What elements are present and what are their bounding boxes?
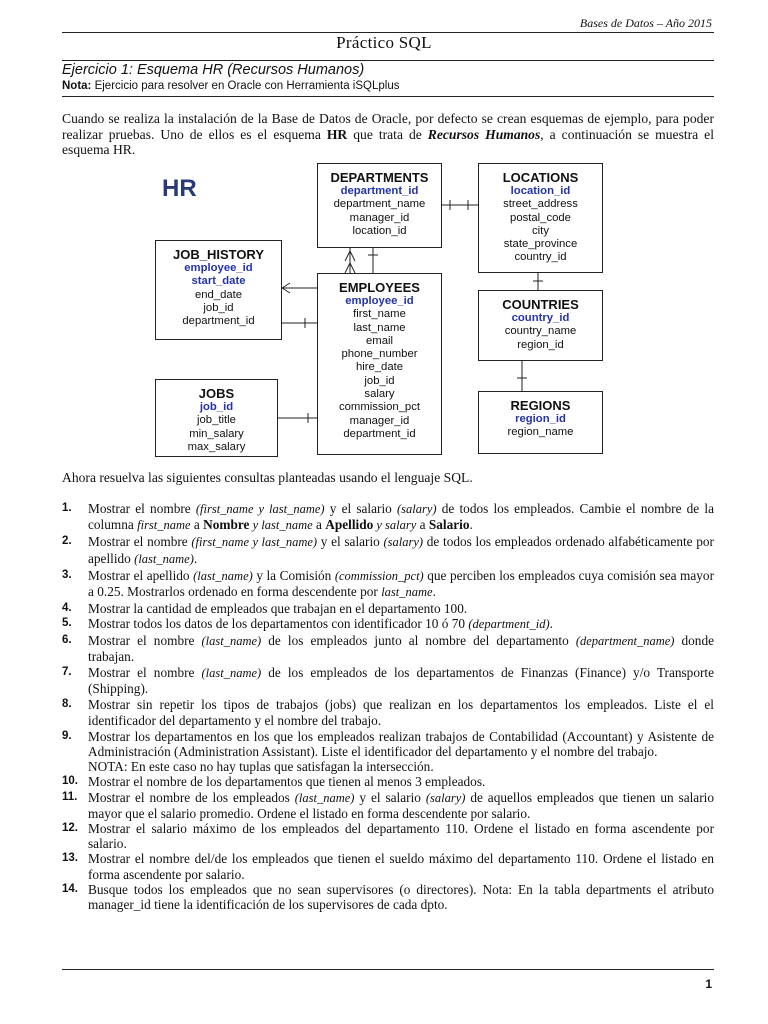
table-name: REGIONS: [510, 398, 571, 413]
primary-key: employee_id: [184, 262, 253, 274]
exercise-title: Ejercicio 1: Esquema HR (Recursos Humanos): [62, 62, 365, 78]
question-number: 7.: [62, 666, 72, 679]
primary-key: start_date: [191, 275, 246, 288]
question-item: 10. Mostrar el nombre de los departamentos que tienen al menos 3 empleados.: [62, 774, 486, 790]
table-name: JOB_HISTORY: [172, 247, 265, 262]
column: job_title: [197, 414, 236, 427]
question-item: 2. Mostrar el nombre (first_name y last_name) y el salario (salary) de todos los empleados ordenado alfabéticamente por apellido (last_name).: [62, 534, 714, 566]
table-name: LOCATIONS: [502, 170, 579, 185]
note-text: Ejercicio para resolver en Oracle con Herramienta iSQLplus: [91, 80, 400, 92]
question-item: 3. Mostrar el apellido (last_name) y la Comisión (commission_pct) que perciben los empleados cuya comisión sea mayor a 0.25. Mostrarlos ordenado en forma descendente por last_name.: [62, 567, 715, 600]
question-number: 2.: [62, 535, 72, 548]
question-number: 13.: [62, 852, 78, 865]
title-rule: [62, 60, 714, 61]
column: commission_pct: [339, 401, 420, 414]
column: state_province: [503, 238, 578, 251]
question-item: 4. Mostrar la cantidad de empleados que trabajan en el departamento 100.: [62, 601, 468, 617]
note-label: Nota:: [62, 80, 92, 92]
column: phone_number: [341, 348, 418, 361]
question-list: [62, 501, 714, 912]
column: location_id: [352, 224, 407, 237]
question-item: 1. Mostrar el nombre (first_name y last_name) y el salario (salary) de todos los empleados. Cambie el nombre de la columna first_name a Nombre y last_name a Apellido y salary a Salario.: [62, 501, 714, 533]
question-number: 4.: [62, 602, 72, 615]
question-item: 11. Mostrar el nombre de los empleados (last_name) y el salario (salary) de aquellos empleados que tienen un salario mayor que el salario promedio. Ordene el listado en forma descendente por salario.: [62, 789, 714, 821]
intro-text-1: Cuando se realiza la instalación de la Base de Datos de Oracle, por defecto se crean esquemas de ejemplo, para poder realizar pruebas. Uno de ellos es el esquema: [62, 111, 714, 142]
column: department_name: [333, 198, 426, 211]
column: job_id: [203, 301, 234, 314]
column: region_name: [507, 426, 574, 439]
question-item: 6. Mostrar el nombre (last_name) de los empleados junto al nombre del departamento (department_name) donde trabajan.: [62, 632, 714, 664]
intro-text-2: que trata de: [347, 126, 428, 142]
table-name: EMPLOYEES: [339, 280, 420, 295]
question-item: 7. Mostrar el nombre (last_name) de los empleados de los departamentos de Finanzas (Finance) y/o Transporte (Shipping).: [62, 665, 714, 697]
note-rule: [62, 96, 714, 97]
intro-hr: HR: [326, 126, 348, 142]
instructions-text: Ahora resuelva las siguientes consultas planteadas usando el lenguaje SQL.: [62, 470, 473, 485]
table-job-history: [155, 240, 282, 340]
column: max_salary: [187, 440, 246, 453]
column: postal_code: [510, 211, 571, 224]
column: region_id: [517, 338, 564, 351]
question-number: 14.: [62, 882, 78, 895]
question-item: 13. Mostrar el nombre del/de los empleados que tienen el sueldo máximo del departamento 110. Ordene el listado en forma ascendente por salario.: [62, 851, 714, 882]
question-number: 11.: [62, 790, 78, 803]
intro-rrhh: Recursos Humanos: [427, 126, 541, 142]
question-number: 12.: [62, 822, 78, 835]
question-note: NOTA: En este caso no hay tuplas que satisfagan la intersección.: [88, 759, 434, 775]
question-number: 10.: [62, 775, 78, 788]
table-locations: [478, 163, 603, 273]
exercise-note: [62, 80, 399, 92]
question-number: 6.: [62, 633, 72, 646]
page-title: Práctico SQL: [336, 33, 432, 52]
primary-key: country_id: [511, 312, 570, 324]
column: street_address: [503, 198, 578, 211]
primary-key: job_id: [199, 401, 234, 413]
column: country_name: [504, 325, 577, 338]
table-countries: [478, 290, 603, 361]
table-name: JOBS: [198, 386, 235, 401]
column: department_id: [182, 315, 255, 328]
primary-key: region_id: [515, 413, 566, 425]
primary-key: location_id: [510, 185, 571, 197]
table-departments: [317, 163, 442, 248]
question-number: 1.: [62, 502, 72, 514]
column: job_id: [364, 374, 395, 387]
column: salary: [364, 388, 395, 401]
table-employees: [317, 273, 442, 455]
column: first_name: [353, 308, 406, 321]
question-item: 9. Mostrar los departamentos en los que los empleados realizan trabajos de Contabilidad (Accountant) y Asistente de Administración (Administration Assistant). Liste el identificador del departamento y el nombre del trabajo. NOTA: En este caso no hay tuplas que satisfagan la intersección.: [62, 728, 714, 775]
question-number: 8.: [62, 698, 72, 711]
question-number: 9.: [62, 729, 72, 742]
intro-paragraph: [62, 111, 714, 158]
column: end_date: [194, 288, 243, 301]
intro-text-3: , a continuación se muestra el esquema HR.: [62, 126, 714, 157]
column: hire_date: [355, 361, 404, 374]
question-item: 14. Busque todos los empleados que no sean supervisores (o directores). Nota: En la tabla departments el atributo manager_id tiene la identificación de los supervisores de cada dpto.: [62, 881, 714, 913]
table-name: DEPARTMENTS: [330, 170, 429, 185]
question-item: 5. Mostrar todos los datos de los departamentos con identificador 10 ó 70 (department_id).: [62, 616, 553, 632]
question-item: 12. Mostrar el salario máximo de los empleados del departamento 110. Ordene el listado en forma ascendente por salario.: [62, 821, 714, 852]
column: country_id: [514, 251, 567, 264]
footer-rule: [62, 969, 714, 970]
table-name: COUNTRIES: [502, 297, 579, 312]
column: department_id: [343, 427, 416, 440]
column: manager_id: [349, 211, 410, 224]
table-jobs: [155, 379, 278, 457]
table-regions: [478, 391, 603, 454]
hr-logo: HR: [162, 175, 197, 202]
primary-key: employee_id: [345, 295, 414, 307]
question-item: 8. Mostrar sin repetir los tipos de trabajos (jobs) que realizan en los departamentos los empleados. Liste el el identificador del departamento y el nombre del trabajo.: [62, 697, 714, 728]
page-number: 1: [705, 977, 712, 991]
hr-schema-diagram: [150, 163, 610, 460]
primary-key: department_id: [340, 185, 419, 197]
column: manager_id: [349, 414, 410, 427]
column: last_name: [353, 321, 406, 334]
column: email: [366, 334, 393, 347]
question-number: 5.: [62, 617, 72, 630]
course-header: Bases de Datos – Año 2015: [579, 16, 712, 30]
column: min_salary: [189, 427, 244, 440]
question-number: 3.: [62, 568, 72, 581]
column: city: [532, 224, 549, 237]
